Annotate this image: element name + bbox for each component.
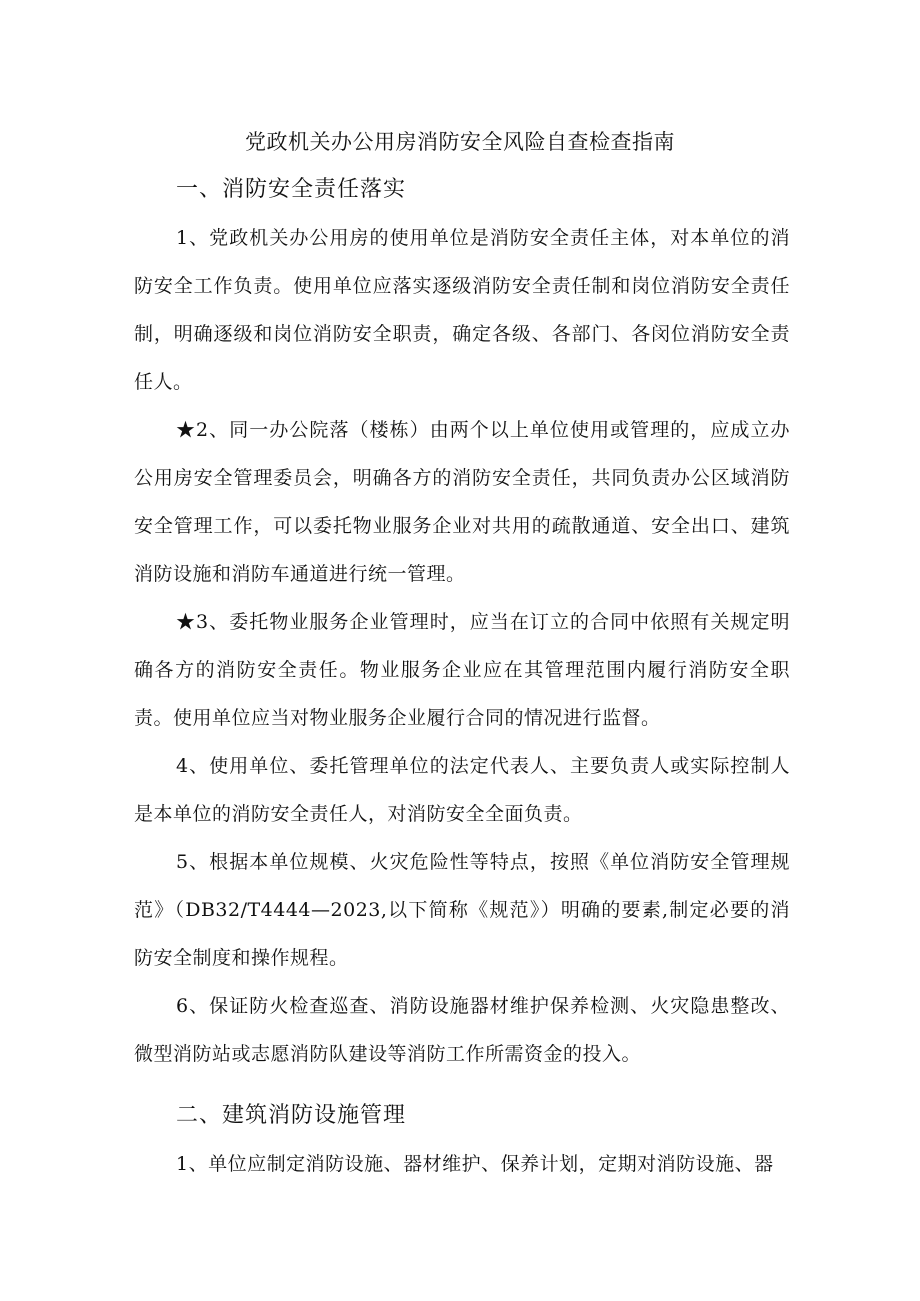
paragraph-1-2: ★2、同一办公院落（楼栋）由两个以上单位使用或管理的，应成立办公用房安全管理委员会，明确各方的消防安全责任，共同负责办公区域消防安全管理工作，可以委托物业服务企业对共用的疏散通道、安全出口、建筑消防设施和消防车通道进行统一管理。 [134,419,790,585]
paragraph-1-6: 6、保证防火检查巡查、消防设施器材维护保养检测、火灾隐患整改、微型消防站或志愿消防队建设等消防工作所需资金的投入。 [134,995,790,1065]
section-heading-1: 一、消防安全责任落实 [176,177,407,202]
paragraph-1-5: 5、根据本单位规模、火灾危险性等特点，按照《单位消防安全管理规范》（DB32/T4444—2023,以下简称《规范》）明确的要素,制定必要的消防安全制度和操作规程。 [134,851,790,969]
paragraph-1-1: 1、党政机关办公用房的使用单位是消防安全责任主体，对本单位的消防安全工作负责。使用单位应落实逐级消防安全责任制和岗位消防安全责任制，明确逐级和岗位消防安全职责，确定各级、各部门、各闵位消防安全责任人。 [134,227,790,393]
paragraph-1-3: ★3、委托物业服务企业管理时，应当在订立的合同中依照有关规定明确各方的消防安全责任。物业服务企业应在其管理范围内履行消防安全职责。使用单位应当对物业服务企业履行合同的情况进行监督。 [134,611,790,729]
paragraph-2-1: 1、单位应制定消防设施、器材维护、保养计划，定期对消防设施、器 [176,1153,774,1175]
paragraph-1-4: 4、使用单位、委托管理单位的法定代表人、主要负责人或实际控制人是本单位的消防安全责任人，对消防安全全面负责。 [134,755,790,825]
section-heading-2: 二、建筑消防设施管理 [176,1103,407,1128]
document-title: 党政机关办公用房消防安全风险自查检查指南 [245,130,675,154]
